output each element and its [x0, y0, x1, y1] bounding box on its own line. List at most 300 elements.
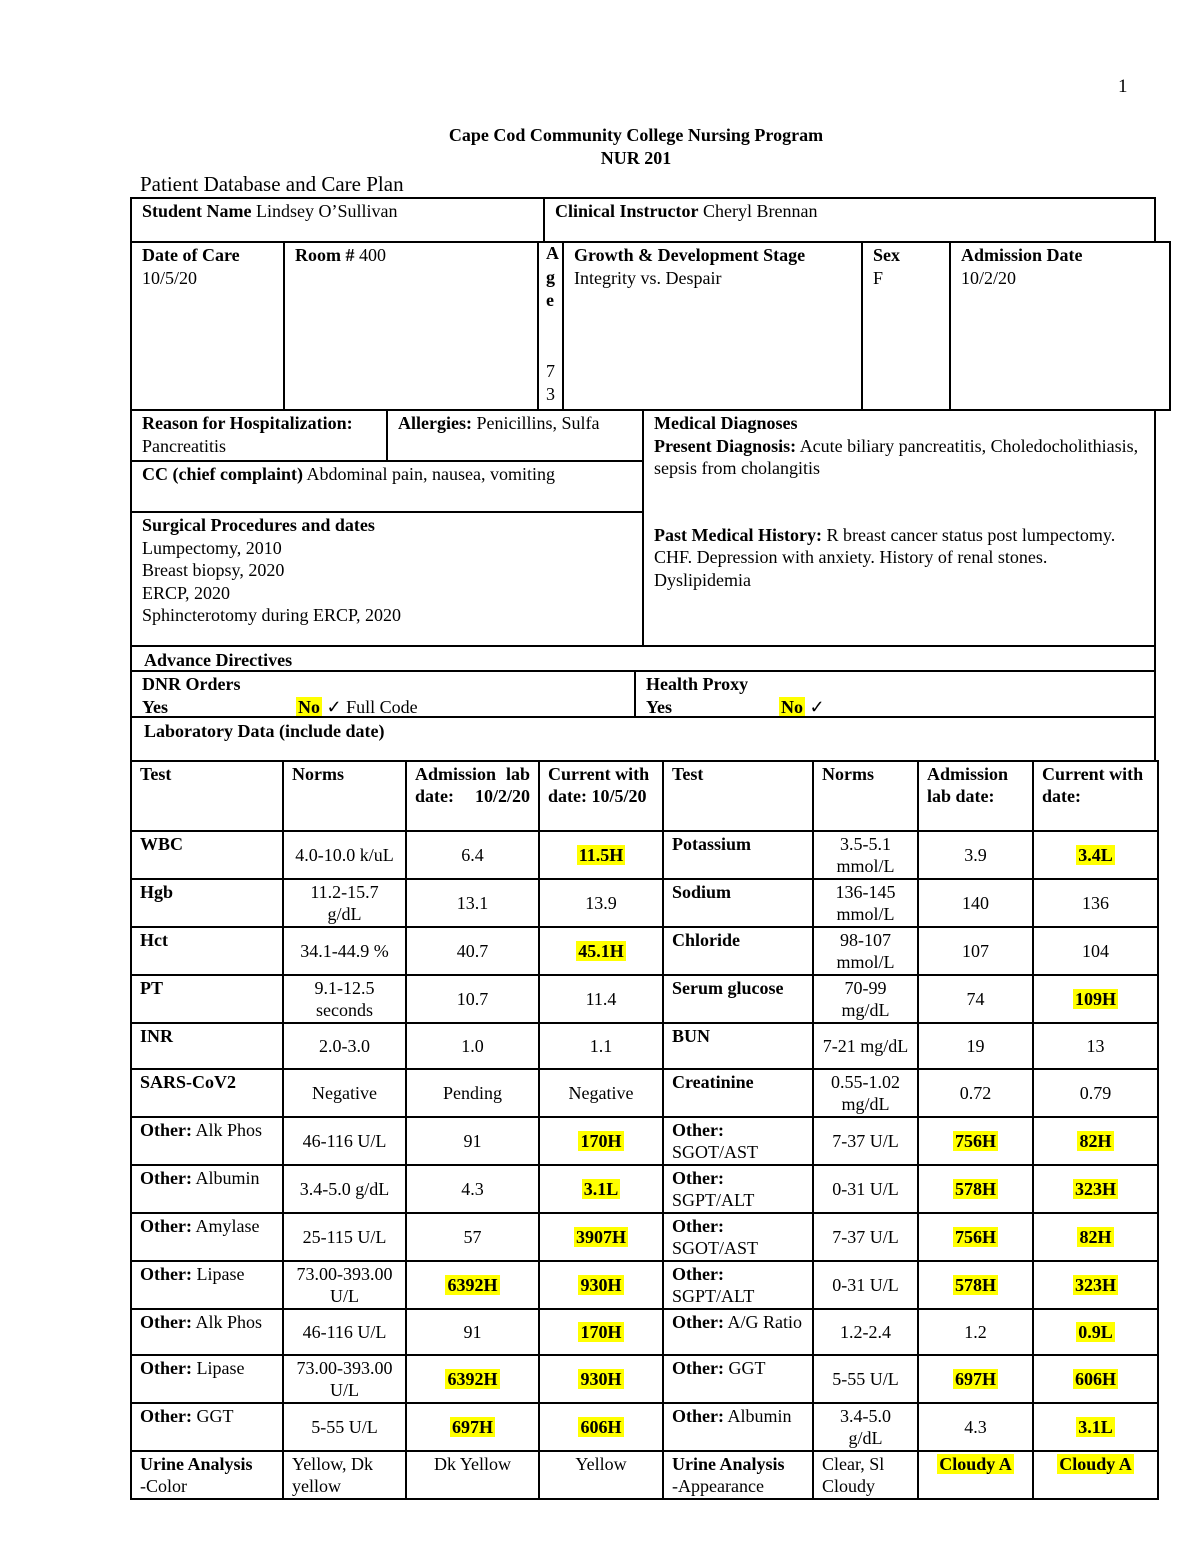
lab-abnormal-value: 11.5H: [578, 845, 624, 865]
lab-value-cell[interactable]: [283, 1403, 406, 1451]
lab-value-cell[interactable]: [539, 1213, 663, 1261]
age-letter: e: [546, 290, 554, 310]
lab-test-name[interactable]: [663, 879, 813, 927]
lab-value: 46-116 U/L: [302, 1322, 387, 1342]
lab-value-cell[interactable]: [406, 1165, 539, 1213]
lab-value: 40.7: [456, 941, 489, 961]
lab-test-label: Other:: [140, 1358, 192, 1378]
lab-value: 10.7: [456, 989, 489, 1009]
age-letter: [546, 313, 562, 337]
lab-test-name[interactable]: [131, 1355, 283, 1403]
lab-test-name[interactable]: [131, 927, 283, 975]
age-digit: 7: [546, 360, 555, 381]
lab-value: Clear, Sl Cloudy: [822, 1454, 885, 1496]
health-proxy-cell[interactable]: [634, 670, 1156, 718]
lab-value-cell[interactable]: [406, 1213, 539, 1261]
lab-value-cell[interactable]: [813, 1165, 918, 1213]
lab-value-cell[interactable]: [406, 1309, 539, 1355]
lab-value: 13: [1086, 1036, 1105, 1056]
lab-value-cell[interactable]: [1033, 1309, 1158, 1355]
lab-value: 104: [1082, 941, 1109, 961]
lab-test-label: Sodium: [672, 882, 732, 902]
lab-value-cell[interactable]: [283, 927, 406, 975]
lab-value-cell[interactable]: [918, 927, 1033, 975]
lab-test-name[interactable]: [131, 1117, 283, 1165]
lab-value: Negative: [312, 1083, 377, 1103]
lab-value: 7-21 mg/dL: [822, 1036, 909, 1056]
surgical-procedures-cell[interactable]: [130, 511, 644, 647]
lab-value-cell[interactable]: [539, 1261, 663, 1309]
lab-test-detail: Lipase: [196, 1358, 245, 1378]
lab-value-cell[interactable]: [813, 1309, 918, 1355]
lab-value-cell[interactable]: [1033, 1117, 1158, 1165]
lab-value: 11.4: [585, 989, 617, 1009]
sex-value: F: [873, 267, 884, 288]
lab-test-name[interactable]: [663, 1403, 813, 1451]
reason-label: Reason for Hospitalization:: [142, 413, 353, 433]
lab-test-label: Creatinine: [672, 1072, 754, 1092]
lab-value-cell[interactable]: [1033, 1403, 1158, 1451]
header-test: Test: [131, 761, 283, 831]
lab-value-cell[interactable]: [406, 1403, 539, 1451]
lab-abnormal-value: 3907H: [575, 1227, 626, 1247]
lab-test-label: Urine Analysis: [672, 1454, 785, 1474]
lab-value-cell[interactable]: [918, 975, 1033, 1023]
age-letter: g: [546, 266, 555, 287]
present-diagnosis-value: Acute biliary pancreatitis, Choledocholithiasis, sepsis from cholangitis: [654, 435, 1139, 478]
surgical-label: Surgical Procedures and dates: [142, 515, 375, 535]
lab-value-cell[interactable]: [283, 879, 406, 927]
lab-value-cell[interactable]: [918, 1403, 1033, 1451]
lab-test-label: BUN: [672, 1026, 711, 1046]
admission-date-value: 10/2/20: [961, 267, 1017, 288]
lab-abnormal-value: 170H: [580, 1131, 622, 1151]
lab-abnormal-value: 930H: [580, 1369, 622, 1389]
chief-complaint-cell[interactable]: [130, 460, 644, 513]
laboratory-data-cell: [130, 716, 1156, 762]
lab-value-cell[interactable]: [283, 975, 406, 1023]
lab-value-cell[interactable]: [1033, 927, 1158, 975]
lab-value: 9.1-12.5 seconds: [314, 978, 375, 1020]
header-test-2: Test: [663, 761, 813, 831]
lab-value-cell[interactable]: [406, 1069, 539, 1117]
lab-test-name[interactable]: [663, 1117, 813, 1165]
lab-value-cell[interactable]: [918, 1117, 1033, 1165]
lab-value: 2.0-3.0: [319, 1036, 370, 1056]
lab-value-cell[interactable]: [539, 1165, 663, 1213]
lab-test-detail: -Appearance: [672, 1476, 764, 1496]
advance-directives-title: Advance Directives: [144, 650, 293, 670]
lab-test-label: Other:: [140, 1406, 192, 1426]
header-norms: Norms: [283, 761, 406, 831]
clinical-instructor-label: Clinical Instructor: [555, 201, 699, 221]
lab-value-cell[interactable]: [918, 1023, 1033, 1069]
lab-value-cell[interactable]: [406, 927, 539, 975]
lab-abnormal-value: 6392H: [447, 1275, 498, 1295]
lab-value: 136-145 mmol/L: [835, 882, 896, 924]
lab-test-name[interactable]: [131, 1403, 283, 1451]
lab-abnormal-value: 82H: [1079, 1227, 1112, 1247]
lab-value: 34.1-44.9 %: [300, 941, 389, 961]
lab-test-label: Potassium: [672, 834, 752, 854]
lab-test-detail: Amylase: [195, 1216, 260, 1236]
lab-value: 3.4-5.0 g/dL: [840, 1406, 891, 1448]
lab-test-label: Other:: [140, 1216, 192, 1236]
lab-test-name[interactable]: [131, 1023, 283, 1069]
lab-value-cell[interactable]: [1033, 1023, 1158, 1069]
surgical-item: Lumpectomy, 2010: [142, 537, 282, 558]
lab-test-name[interactable]: [131, 1165, 283, 1213]
date-of-care-label: Date of Care: [142, 245, 240, 265]
lab-value: 13.1: [456, 893, 489, 913]
lab-value: 5-55 U/L: [832, 1369, 899, 1389]
lab-value: Dk Yellow: [433, 1454, 512, 1474]
lab-value-cell[interactable]: [406, 1023, 539, 1069]
lab-value-cell[interactable]: [1033, 879, 1158, 927]
table-row: [131, 1023, 1158, 1069]
lab-value: 91: [463, 1131, 482, 1151]
sex-cell[interactable]: [861, 241, 951, 411]
lab-value-cell[interactable]: [918, 831, 1033, 879]
lab-test-label: PT: [140, 978, 164, 998]
lab-value-cell[interactable]: [539, 1023, 663, 1069]
lab-test-name[interactable]: [663, 1165, 813, 1213]
lab-value-cell[interactable]: [283, 1355, 406, 1403]
student-name-value: Lindsey O’Sullivan: [256, 201, 398, 221]
lab-test-label: INR: [140, 1026, 174, 1046]
table-row: [131, 1261, 1158, 1309]
medical-diagnoses-label: Medical Diagnoses: [654, 413, 798, 433]
allergies-value: Penicillins, Sulfa: [476, 413, 600, 433]
lab-value-cell[interactable]: [283, 1165, 406, 1213]
clinical-instructor-cell[interactable]: [543, 197, 1156, 243]
lab-test-detail: SGOT/AST: [672, 1238, 759, 1258]
lab-test-detail: -Color: [140, 1476, 187, 1496]
lab-test-label: Other:: [140, 1264, 192, 1284]
chief-complaint-value: Abdominal pain, nausea, vomiting: [306, 464, 555, 484]
lab-value-cell[interactable]: [406, 1451, 539, 1499]
admission-date-label: Admission Date: [961, 245, 1083, 265]
lab-test-label: WBC: [140, 834, 184, 854]
lab-abnormal-value: 578H: [954, 1275, 996, 1295]
institution-name: Cape Cod Community College Nursing Program: [448, 125, 824, 145]
lab-value: Pending: [442, 1083, 502, 1103]
past-history-value: R breast cancer status post lumpectomy. CHF. Depression with anxiety. History of renal stones. Dyslipidemia: [654, 524, 1116, 590]
lab-value-cell[interactable]: [813, 1451, 918, 1499]
lab-test-name[interactable]: [663, 1261, 813, 1309]
lab-test-detail: SGPT/ALT: [672, 1190, 755, 1210]
lab-test-detail: Lipase: [196, 1264, 245, 1284]
table-row: [131, 1165, 1158, 1213]
lab-test-label: Other:: [672, 1406, 724, 1426]
lab-value-cell[interactable]: [283, 1117, 406, 1165]
lab-header-row: [131, 761, 1158, 831]
dnr-no[interactable]: No: [298, 696, 320, 717]
date-of-care-value: 10/5/20: [142, 267, 198, 288]
lab-value-cell[interactable]: [918, 1069, 1033, 1117]
header-admission-text: Admission lab date: 10/2/20: [415, 764, 530, 806]
room-value: 400: [359, 245, 386, 265]
lab-value-cell[interactable]: [406, 879, 539, 927]
lab-value-cell[interactable]: [813, 879, 918, 927]
lab-value-cell[interactable]: [813, 1403, 918, 1451]
dnr-orders-cell[interactable]: [130, 670, 636, 718]
lab-test-label: Other:: [140, 1312, 192, 1332]
lab-test-label: SARS-CoV2: [140, 1072, 237, 1092]
lab-test-detail: Alk Phos: [195, 1120, 263, 1140]
lab-value: 0-31 U/L: [832, 1179, 899, 1199]
lab-value-cell[interactable]: [406, 1261, 539, 1309]
lab-test-name[interactable]: [131, 879, 283, 927]
lab-value-cell[interactable]: [813, 1117, 918, 1165]
lab-value-cell[interactable]: [283, 1213, 406, 1261]
lab-value-cell[interactable]: [283, 1309, 406, 1355]
lab-value-cell[interactable]: [539, 879, 663, 927]
lab-value-cell[interactable]: [1033, 1165, 1158, 1213]
lab-value-cell[interactable]: [539, 1069, 663, 1117]
lab-value-cell[interactable]: [283, 1451, 406, 1499]
lab-value: 11.2-15.7 g/dL: [310, 882, 379, 924]
page-number: 1: [1118, 76, 1128, 97]
admission-date-cell[interactable]: [949, 241, 1171, 411]
lab-value-cell[interactable]: [813, 975, 918, 1023]
surgical-item: Sphincterotomy during ERCP, 2020: [142, 605, 402, 625]
lab-value: 1.2: [964, 1322, 987, 1342]
lab-value: 57: [463, 1227, 482, 1247]
lab-test-name[interactable]: [131, 1261, 283, 1309]
chief-complaint-label: CC (chief complaint): [142, 464, 303, 484]
lab-value-cell[interactable]: [539, 1403, 663, 1451]
laboratory-data-title: Laboratory Data (include date): [144, 721, 385, 741]
proxy-no[interactable]: No: [781, 696, 803, 717]
header-admission-2: Admission lab date:: [918, 761, 1033, 831]
lab-test-name[interactable]: [131, 1451, 283, 1499]
lab-abnormal-value: 697H: [451, 1417, 493, 1437]
lab-test-name[interactable]: [663, 1213, 813, 1261]
lab-value-cell[interactable]: [1033, 1069, 1158, 1117]
lab-value: 73.00-393.00 U/L: [296, 1264, 393, 1306]
room-label: Room #: [295, 245, 355, 265]
student-name-label: Student Name: [142, 201, 252, 221]
lab-value: 0.72: [959, 1083, 992, 1103]
lab-value-cell[interactable]: [406, 1355, 539, 1403]
table-row: [131, 975, 1158, 1023]
lab-test-label: Other:: [140, 1120, 192, 1140]
growth-development-value: Integrity vs. Despair: [574, 267, 722, 288]
lab-value: 74: [966, 989, 985, 1009]
lab-value-cell[interactable]: [918, 1213, 1033, 1261]
table-row: [131, 1309, 1158, 1355]
student-name-cell[interactable]: [130, 197, 545, 243]
lab-value-cell[interactable]: [539, 1355, 663, 1403]
lab-value-cell[interactable]: [539, 1117, 663, 1165]
present-diagnosis-label: Present Diagnosis:: [654, 435, 797, 456]
lab-value: 1.2-2.4: [840, 1322, 891, 1342]
lab-test-name[interactable]: [663, 1069, 813, 1117]
proxy-yes[interactable]: Yes: [646, 696, 672, 717]
lab-value-cell[interactable]: [1033, 831, 1158, 879]
lab-value-cell[interactable]: [813, 831, 918, 879]
lab-value-cell[interactable]: [1033, 1261, 1158, 1309]
age-letter: A: [546, 243, 559, 263]
lab-value-cell[interactable]: [813, 927, 918, 975]
lab-abnormal-value: 756H: [954, 1131, 996, 1151]
lab-value-cell[interactable]: [1033, 1213, 1158, 1261]
table-row: [131, 1451, 1158, 1499]
past-history-label: Past Medical History:: [654, 524, 822, 545]
age-digit: 3: [546, 384, 555, 404]
lab-value: 4.3: [964, 1417, 987, 1437]
lab-value-cell[interactable]: [539, 831, 663, 879]
lab-value-cell[interactable]: [539, 1451, 663, 1499]
lab-value: 3.9: [964, 845, 987, 865]
lab-value: 73.00-393.00 U/L: [296, 1358, 393, 1400]
lab-value-cell[interactable]: [918, 1261, 1033, 1309]
header-norms-2: Norms: [813, 761, 918, 831]
lab-value: 5-55 U/L: [311, 1417, 378, 1437]
room-cell[interactable]: [283, 241, 539, 411]
lab-abnormal-value: 578H: [954, 1179, 996, 1199]
lab-test-label: Hgb: [140, 882, 174, 902]
lab-abnormal-value: 756H: [954, 1227, 996, 1247]
lab-value-cell[interactable]: [539, 927, 663, 975]
lab-test-name[interactable]: [131, 1213, 283, 1261]
lab-test-label: Hct: [140, 930, 168, 950]
lab-value-cell[interactable]: [918, 1355, 1033, 1403]
lab-value-cell[interactable]: [918, 1451, 1033, 1499]
lab-value: 3.4-5.0 g/dL: [299, 1179, 390, 1199]
lab-value: 6.4: [461, 845, 484, 865]
lab-value-cell[interactable]: [1033, 1355, 1158, 1403]
lab-value-cell[interactable]: [283, 1261, 406, 1309]
lab-abnormal-value: 606H: [580, 1417, 622, 1437]
lab-value-cell[interactable]: [813, 1069, 918, 1117]
lab-value-cell[interactable]: [813, 1023, 918, 1069]
age-vertical: [540, 242, 562, 410]
clinical-instructor-value: Cheryl Brennan: [703, 201, 818, 221]
lab-abnormal-value: Cloudy A: [939, 1454, 1012, 1474]
lab-value: 98-107 mmol/L: [836, 930, 895, 972]
lab-test-detail: A/G Ratio: [727, 1312, 802, 1332]
lab-abnormal-value: 0.9L: [1078, 1322, 1113, 1342]
lab-test-detail: Albumin: [195, 1168, 260, 1188]
lab-test-label: Other:: [672, 1216, 724, 1236]
lab-value: 3.5-5.1 mmol/L: [836, 834, 895, 876]
lab-value: 136: [1082, 893, 1109, 913]
table-row: [131, 1117, 1158, 1165]
lab-test-name[interactable]: [663, 1023, 813, 1069]
reason-hospitalization-cell[interactable]: [130, 409, 388, 462]
lab-test-name[interactable]: [131, 1069, 283, 1117]
lab-value-cell[interactable]: [813, 1261, 918, 1309]
lab-abnormal-value: 606H: [1074, 1369, 1116, 1389]
lab-test-detail: Albumin: [727, 1406, 792, 1426]
lab-test-name[interactable]: [663, 1451, 813, 1499]
lab-value-cell[interactable]: [813, 1213, 918, 1261]
lab-test-name[interactable]: [131, 1309, 283, 1355]
lab-value-cell[interactable]: [1033, 1451, 1158, 1499]
lab-value: 0.79: [1079, 1083, 1112, 1103]
header-current: [539, 761, 663, 831]
lab-test-label: Other:: [140, 1168, 192, 1188]
table-row: [131, 1213, 1158, 1261]
proxy-label: Health Proxy: [646, 674, 749, 694]
lab-value-cell[interactable]: [1033, 975, 1158, 1023]
lab-value-cell[interactable]: [918, 879, 1033, 927]
lab-value: 19: [966, 1036, 985, 1056]
lab-abnormal-value: 3.1L: [583, 1179, 619, 1199]
document-title: [0, 124, 1200, 170]
lab-abnormal-value: 109H: [1074, 989, 1116, 1009]
lab-value: 0-31 U/L: [832, 1275, 899, 1295]
lab-value: 4.3: [461, 1179, 484, 1199]
course-code: NUR 201: [600, 148, 672, 168]
lab-value-cell[interactable]: [406, 975, 539, 1023]
form-title: Patient Database and Care Plan: [140, 172, 404, 196]
lab-abnormal-value: 323H: [1074, 1275, 1116, 1295]
lab-test-name[interactable]: [663, 831, 813, 879]
lab-value-cell[interactable]: [918, 1309, 1033, 1355]
lab-value-cell[interactable]: [283, 1069, 406, 1117]
lab-value: 13.9: [585, 893, 617, 913]
lab-test-detail: Alk Phos: [195, 1312, 263, 1332]
lab-test-detail: GGT: [196, 1406, 234, 1426]
lab-value: Yellow, Dk yellow: [292, 1454, 374, 1496]
table-row: [131, 927, 1158, 975]
lab-value-cell[interactable]: [813, 1355, 918, 1403]
lab-value-cell[interactable]: [539, 975, 663, 1023]
proxy-note: ✓: [809, 696, 825, 717]
lab-value: 7-37 U/L: [832, 1227, 899, 1247]
header-admission: [406, 761, 539, 831]
lab-value-cell[interactable]: [406, 831, 539, 879]
lab-value: 91: [463, 1322, 482, 1342]
lab-value-cell[interactable]: [539, 1309, 663, 1355]
lab-value: 25-115 U/L: [302, 1227, 387, 1247]
lab-test-label: Other:: [672, 1168, 724, 1188]
lab-test-label: Urine Analysis: [140, 1454, 253, 1474]
lab-abnormal-value: 6392H: [447, 1369, 498, 1389]
lab-value: Yellow: [575, 1454, 627, 1474]
lab-value: 0.55-1.02 mg/dL: [831, 1072, 900, 1114]
lab-test-name[interactable]: [131, 975, 283, 1023]
lab-test-name[interactable]: [131, 831, 283, 879]
header-current-2: Current with date:: [1033, 761, 1158, 831]
growth-development-label: Growth & Development Stage: [574, 245, 806, 265]
lab-test-name[interactable]: [663, 1355, 813, 1403]
lab-test-name[interactable]: [663, 927, 813, 975]
lab-abnormal-value: 82H: [1079, 1131, 1112, 1151]
allergies-cell[interactable]: [386, 409, 644, 462]
lab-test-name[interactable]: [663, 1309, 813, 1355]
table-row: [131, 1069, 1158, 1117]
medical-diagnoses-cell[interactable]: [642, 409, 1156, 647]
dnr-yes[interactable]: Yes: [142, 696, 168, 717]
lab-test-name[interactable]: [663, 975, 813, 1023]
lab-test-detail: SGPT/ALT: [672, 1286, 755, 1306]
date-of-care-cell[interactable]: [130, 241, 285, 411]
lab-value-cell[interactable]: [283, 831, 406, 879]
lab-value-cell[interactable]: [283, 1023, 406, 1069]
lab-abnormal-value: 3.4L: [1078, 845, 1113, 865]
sex-label: Sex: [873, 245, 900, 265]
lab-test-label: Other:: [672, 1120, 724, 1140]
lab-test-detail: SGOT/AST: [672, 1142, 759, 1162]
lab-value-cell[interactable]: [406, 1117, 539, 1165]
growth-development-cell[interactable]: [562, 241, 863, 411]
lab-abnormal-value: Cloudy A: [1059, 1454, 1132, 1474]
lab-value-cell[interactable]: [918, 1165, 1033, 1213]
